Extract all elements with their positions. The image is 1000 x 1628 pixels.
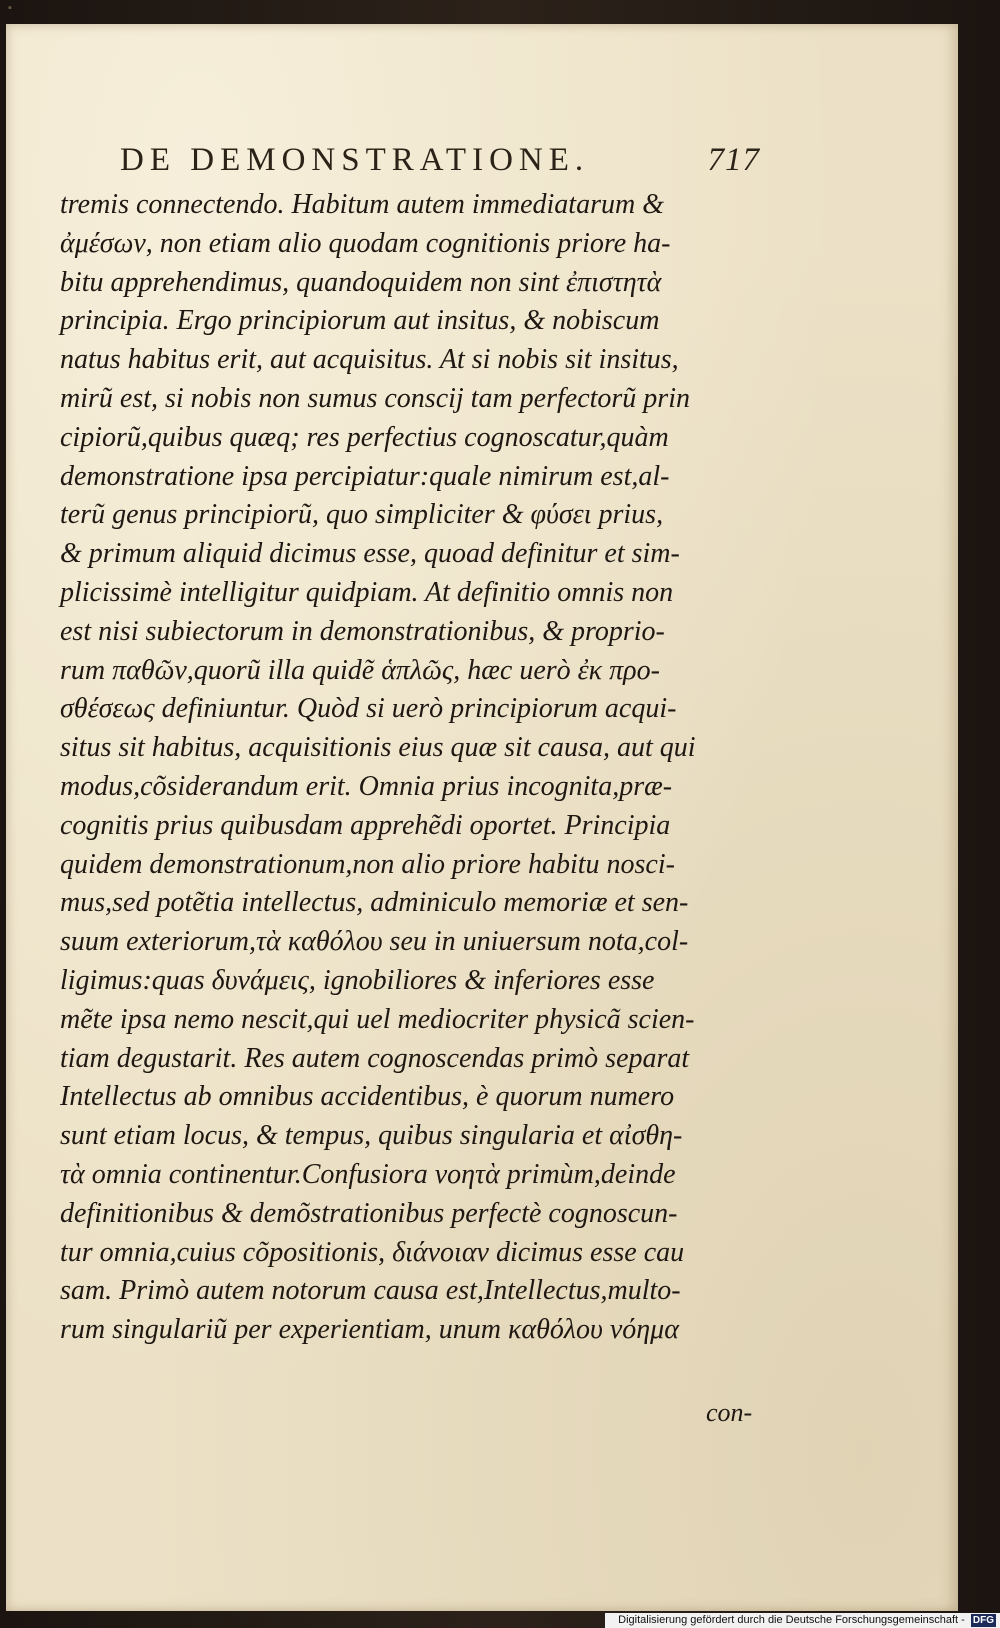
text-line: ligimus:quas δυνάμεις, ignobiliores & inferiores esse (60, 964, 655, 996)
text-line: principia. Ergo principiorum aut insitus, & nobiscum (60, 305, 660, 337)
text-line: bitu apprehendimus, quandoquidem non sint ἐπιστητὰ (60, 266, 662, 298)
text-line: definitionibus & demõstrationibus perfectè cognoscun- (60, 1197, 678, 1229)
text-line: terũ genus principiorũ, quo simpliciter & φύσει prius, (60, 499, 664, 531)
running-title: DE DEMONSTRATIONE. (120, 142, 590, 178)
text-line: sam. Primò autem notorum causa est,Intellectus,multo- (60, 1275, 681, 1307)
dfg-logo: DFG (972, 1615, 994, 1626)
running-head (120, 142, 760, 179)
text-line: quidem demonstrationum,non alio priore habitu nosci- (60, 848, 675, 880)
text-line: sunt etiam locus, & tempus, quibus singularia et αἰσθη- (60, 1120, 683, 1152)
text-line: tiam degustarit. Res autem cognoscendas primò separat (60, 1042, 690, 1074)
text-line: modus,cõsiderandum erit. Omnia prius incognita,præ- (60, 770, 673, 802)
scan-corner-mark: ▪ (8, 2, 12, 14)
text-line: natus habitus erit, aut acquisitus. At si nobis sit insitus, (60, 344, 679, 376)
text-line: σθέσεως definiuntur. Quòd si uerò principiorum acqui- (60, 693, 677, 725)
text-line: rum singulariũ per experientiam, unum καθόλου νόημα (60, 1314, 679, 1346)
text-line: rum παθῶν,quorũ illa quidẽ ἁπλῶς, hæc uerò ἐκ προ- (60, 654, 660, 686)
text-line: τὰ omnia continentur.Confusiora νοητὰ primùm,deinde (60, 1158, 676, 1190)
text-line: mẽte ipsa nemo nescit,qui uel mediocriter physicã scien- (60, 1003, 695, 1035)
text-line: situs sit habitus, acquisitionis eius quæ sit causa, aut qui (60, 732, 696, 764)
text-line: & primum aliquid dicimus esse, quoad definitur et sim- (60, 538, 680, 570)
text-line: est nisi subiectorum in demonstrationibus, & proprio- (60, 615, 665, 647)
text-line: tremis connectendo. Habitum autem immediatarum & (60, 189, 664, 220)
digitization-credit (605, 1613, 1000, 1628)
text-line: cipiorũ,quibus quæq; res perfectius cognoscatur,quàm (60, 421, 669, 453)
text-line: ἀμέσων, non etiam alio quodam cognitionis priore ha- (60, 227, 671, 259)
text-line: suum exteriorum,τὰ καθόλου seu in uniuersum nota,col- (60, 926, 689, 958)
text-line: tur omnia,cuius cõpositionis, διάνοιαν dicimus esse cau (60, 1236, 685, 1268)
catchword: con- (706, 1398, 753, 1427)
text-line: mirũ est, si nobis non sumus conscij tam perfectorũ prin (60, 382, 690, 414)
text-line: cognitis prius quibusdam apprehẽdi oportet. Principia (60, 809, 671, 841)
body-text (60, 186, 760, 1350)
credit-text: Digitalisierung gefördert durch die Deutsche Forschungsgemeinschaft - (618, 1614, 965, 1626)
text-line: plicissimè intelligitur quidpiam. At definitio omnis non (60, 576, 674, 608)
text-line: Intellectus ab omnibus accidentibus, è quorum numero (60, 1081, 675, 1113)
text-line: mus,sed potẽtia intellectus, adminiculo memoriæ et sen- (60, 887, 689, 919)
text-line: demonstratione ipsa percipiatur:quale nimirum est,al- (60, 460, 670, 492)
page-number: 717 (707, 142, 760, 178)
